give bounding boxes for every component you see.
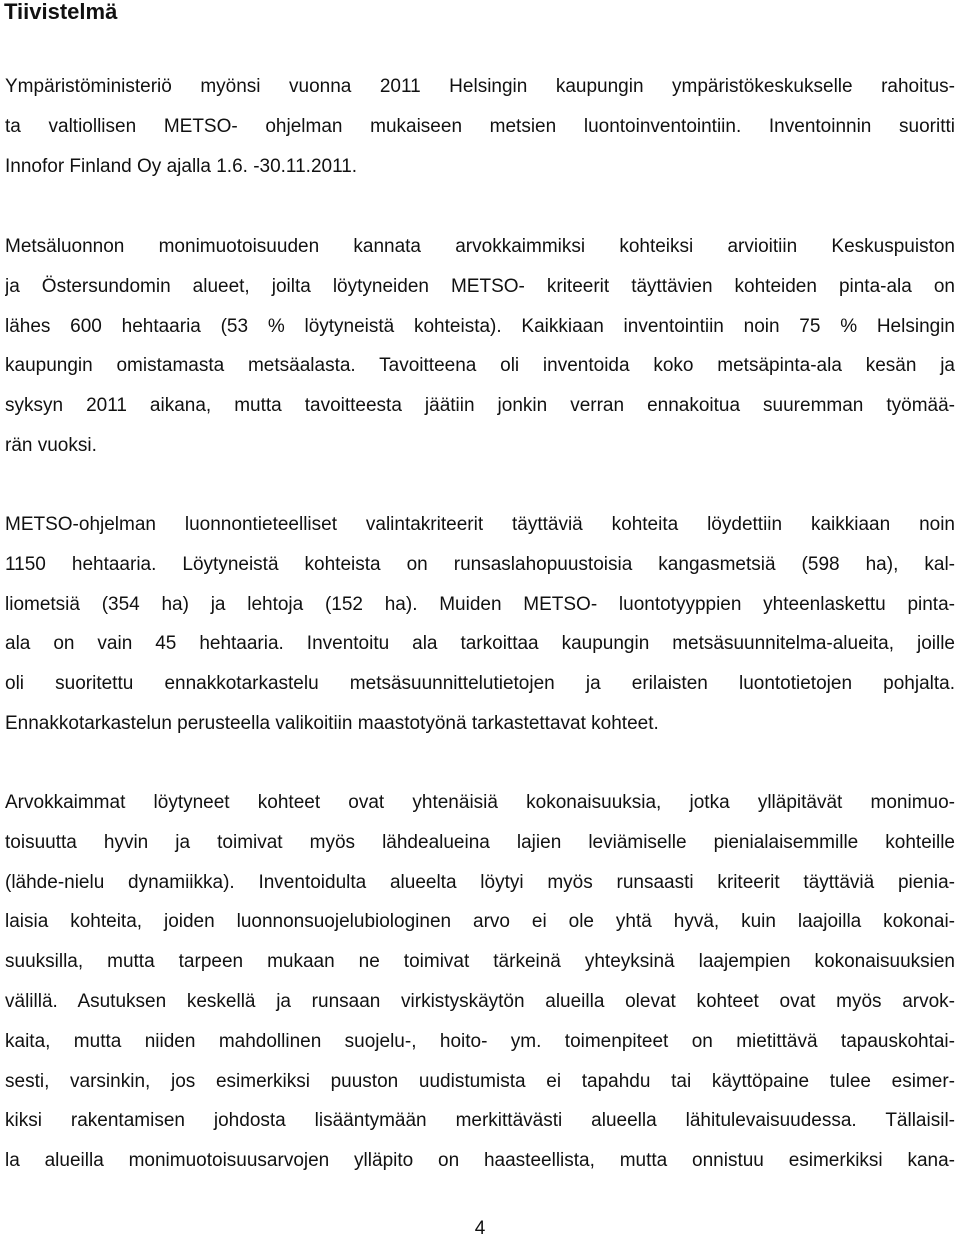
text-line: sesti, varsinkin, jos esimerkiksi puuston uudistumista ei tapahdu tai käyttöpaine tulee esimer- bbox=[5, 1070, 955, 1092]
text-line: lähes 600 hehtaaria (53 % löytyneistä kohteista). Kaikkiaan inventointiin noin 75 % Helsingin bbox=[5, 315, 955, 337]
text-line: välillä. Asutuksen keskellä ja runsaan virkistyskäytön alueilla olevat kohteet ovat myös arvok- bbox=[5, 990, 955, 1012]
paragraph-4 bbox=[5, 783, 955, 1181]
text-line: oli suoritettu ennakkotarkastelu metsäsuunnittelutietojen ja erilaisten luontotietojen pohjalta. bbox=[5, 673, 955, 695]
page-number: 4 bbox=[474, 1218, 486, 1239]
text-line: Arvokkaimmat löytyneet kohteet ovat yhtenäisiä kokonaisuuksia, jotka ylläpitävät monimuo- bbox=[5, 792, 955, 813]
text-line: kaupungin omistamasta metsäalasta. Tavoitteena oli inventoida koko metsäpinta-ala kesän ja bbox=[5, 355, 955, 377]
text-line: Innofor Finland Oy ajalla 1.6. -30.11.2011. bbox=[5, 155, 358, 177]
text-line: kiksi rakentamisen johdosta lisääntymään merkittävästi alueella lähitulevaisuudessa. Tällaisil- bbox=[5, 1110, 955, 1132]
text-line: rän vuoksi. bbox=[5, 434, 97, 456]
text-line: (lähde-nielu dynamiikka). Inventoidulta alueelta löytyi myös runsaasti kriteerit täyttäviä pienia- bbox=[5, 871, 955, 893]
paragraph-2 bbox=[5, 227, 955, 466]
text-line: la alueilla monimuotoisuusarvojen ylläpito on haasteellista, mutta onnistuu esimerkiksi kana- bbox=[5, 1150, 955, 1172]
text-line: Ympäristöministeriö myönsi vuonna 2011 Helsingin kaupungin ympäristökeskukselle rahoitus- bbox=[5, 76, 955, 97]
text-line: ta valtiollisen METSO- ohjelman mukaiseen metsien luontoinventointiin. Inventoinnin suoritti bbox=[5, 115, 955, 137]
text-line: METSO-ohjelman luonnontieteelliset valintakriteerit täyttäviä kohteita löydettiin kaikkiaan noin bbox=[5, 514, 955, 535]
text-line: liometsiä (354 ha) ja lehtoja (152 ha). Muiden METSO- luontotyyppien yhteenlaskettu pinta- bbox=[5, 593, 955, 615]
text-line: syksyn 2011 aikana, mutta tavoitteesta jäätiin jonkin verran ennakoitua suuremman työmää- bbox=[5, 395, 955, 417]
text-line: 1150 hehtaaria. Löytyneistä kohteista on runsaslahopuustoisia kangasmetsiä (598 ha), kal- bbox=[5, 553, 955, 575]
text-line: ja Östersundomin alueet, joilta löytyneiden METSO- kriteerit täyttävien kohteiden pinta-ala on bbox=[5, 275, 955, 297]
text-line: ala on vain 45 hehtaaria. Inventoitu ala tarkoittaa kaupungin metsäsuunnitelma-alueita, joille bbox=[5, 633, 955, 655]
text-line: kaita, mutta niiden mahdollinen suojelu-, hoito- ym. toimenpiteet on mietittävä tapauskohtai- bbox=[5, 1030, 955, 1052]
text-line: Ennakkotarkastelun perusteella valikoitiin maastotyönä tarkastettavat kohteet. bbox=[5, 712, 659, 734]
paragraph-3 bbox=[5, 505, 955, 744]
page-title: Tiivistelmä bbox=[4, 0, 118, 24]
text-line: laisia kohteita, joiden luonnonsuojelubiologinen arvo ei ole yhtä hyvä, kuin laajoilla kokonai- bbox=[5, 911, 955, 933]
text-line: suuksilla, mutta tarpeen mukaan ne toimivat tärkeinä yhteyksinä laajempien kokonaisuuksien bbox=[5, 951, 955, 973]
text-line: toisuutta hyvin ja toimivat myös lähdealueina lajien leviämiselle pienialaisemmille kohteille bbox=[5, 831, 955, 853]
paragraph-1 bbox=[5, 67, 955, 186]
text-line: Metsäluonnon monimuotoisuuden kannata arvokkaimmiksi kohteiksi arvioitiin Keskuspuiston bbox=[5, 236, 955, 257]
